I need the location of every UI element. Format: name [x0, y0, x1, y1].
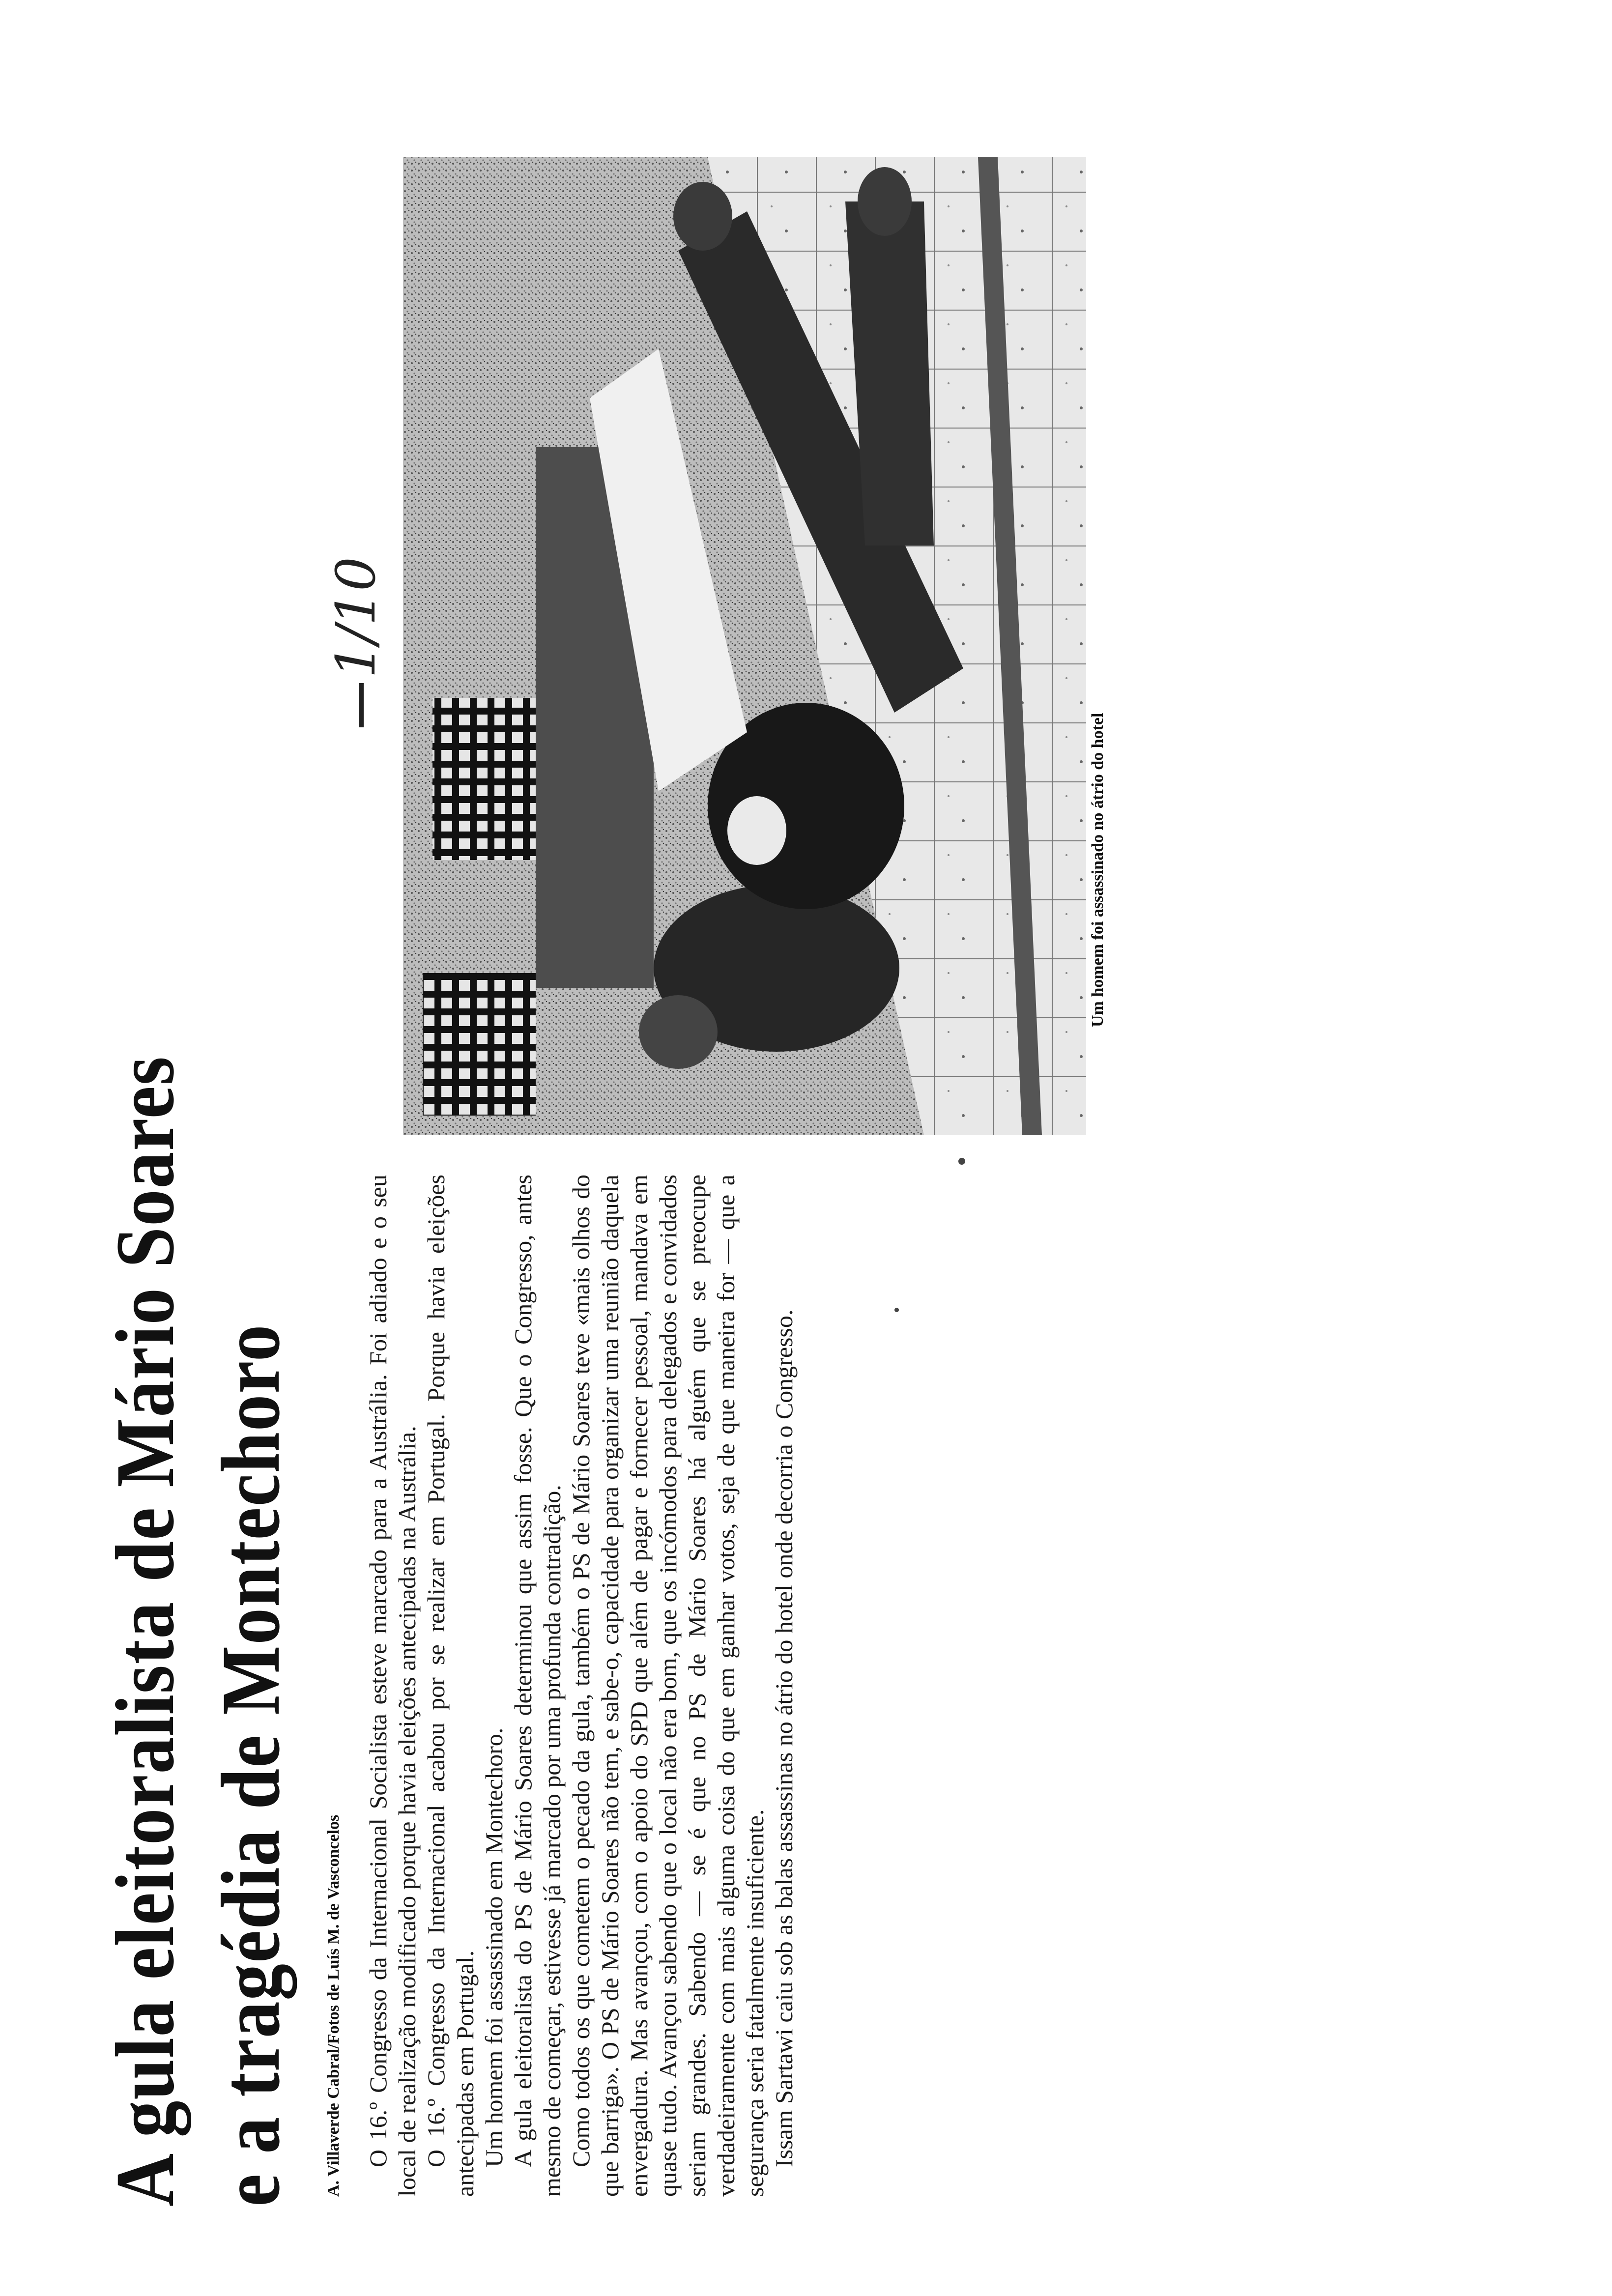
- paragraph: Um homem foi assassinado em Montechoro.: [480, 1727, 508, 2167]
- news-photo: [403, 157, 1086, 1135]
- paragraph: Como todos os que cometem o pecado da gula, também o PS de Mário Soares teve «mais olhos do que barriga». O PS de Mário Soares não tem, e sabe-o, capacidade para organizar uma reunião daquela envergadura. Mas avançou, com o apoio do SPD que além de pagar e fornecer pessoal, mandava em quase tudo. Avançou sabendo que o local não era bom, que os incómodos para delegados e convidados seriam grandes. Sabendo — se é que no PS de Mário Soares há alguém que se preocupe verdadeiramente com mais alguma coisa do que em ganhar votos, seja de que maneira for — que a segurança seria fatalmente insuficiente.: [567, 1175, 769, 2197]
- paragraph: Issam Sartawi caiu sob as balas assassinas no átrio do hotel onde decorria o Congresso.: [770, 1309, 798, 2167]
- paragraph: O 16.º Congresso da Internacional Socialista esteve marcado para a Austrália. Foi adiado e o seu local de realização modificado porque havia eleições antecipadas na Austrália.: [364, 1175, 421, 2197]
- byline: A. Villaverde Cabral/Fotos de Luís M. de Vasconcelos: [324, 1814, 343, 2197]
- paragraph: A gula eleitoralista do PS de Mário Soares determinou que assim fosse. Que o Congresso, antes mesmo de começar, estivesse já marcado por uma profunda contradição.: [509, 1175, 566, 2197]
- paragraph: O 16.º Congresso da Internacional acabou por se realizar em Portugal. Porque havia eleições antecipadas em Portugal.: [422, 1175, 479, 2197]
- print-speck: [894, 1308, 899, 1312]
- article-body: [364, 1175, 799, 2197]
- handwritten-dash: [359, 683, 364, 727]
- headline-line-2: e a tragédia de Montechoro: [204, 1323, 297, 2207]
- photo-illustration: [403, 157, 1086, 1135]
- print-speck: [958, 1158, 965, 1165]
- rotated-newspaper-clipping: [98, 157, 1106, 2221]
- photo-caption: Um homem foi assassinado no átrio do hotel: [1089, 713, 1107, 1027]
- handwritten-annotation: 1/10: [324, 556, 387, 678]
- headline-line-1: A gula eleitoralista de Mário Soares: [99, 1056, 191, 2207]
